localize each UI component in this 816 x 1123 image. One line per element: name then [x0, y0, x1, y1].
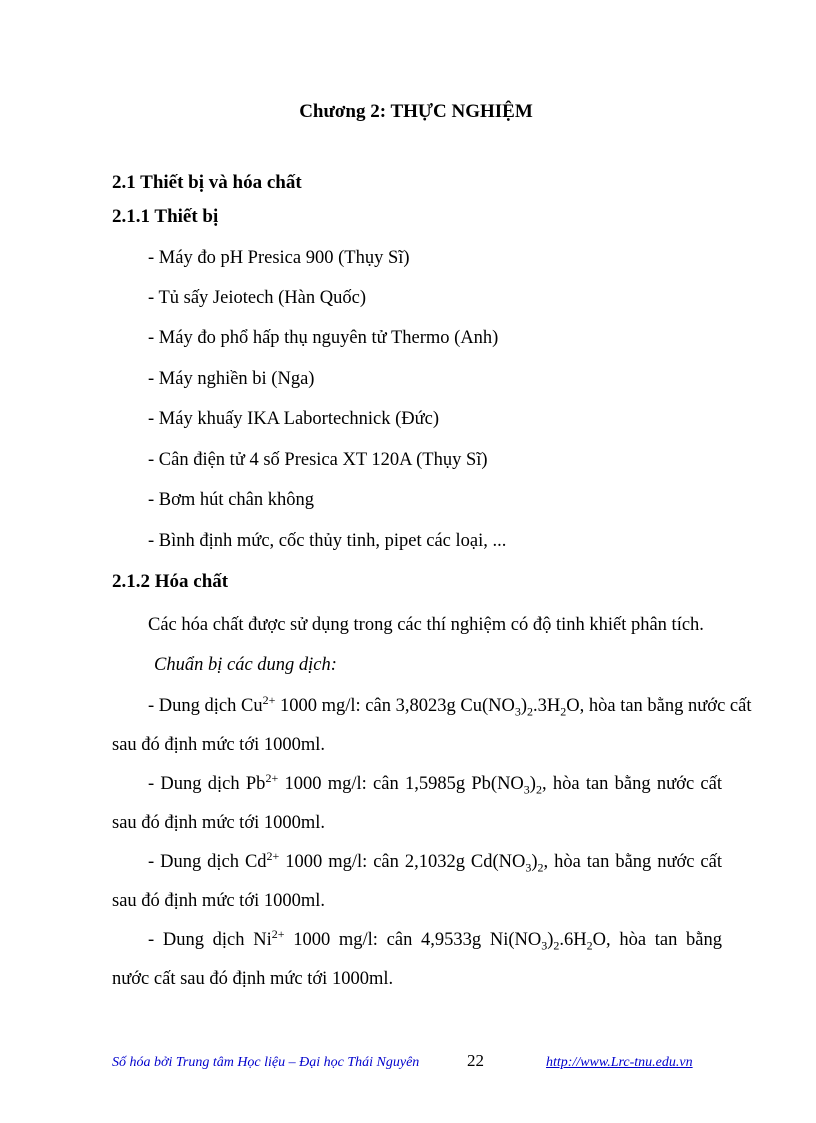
footer-source: Số hóa bởi Trung tâm Học liệu – Đại học Thái Nguyên — [112, 1055, 420, 1070]
solution-pb-continuation: sau đó định mức tới 1000ml. — [112, 813, 326, 833]
solution-text: ) — [547, 930, 554, 950]
solution-text: , hòa tan bằng nước cất — [541, 774, 722, 794]
solution-text: .3H — [533, 696, 561, 716]
solution-text: 1000 mg/l: cân 1,5985g Pb(NO — [278, 774, 524, 794]
section-heading-2-1-2: 2.1.2 Hóa chất — [112, 571, 229, 592]
subscript: 2 — [553, 938, 560, 953]
subscript: 3 — [525, 860, 532, 875]
footer-link[interactable]: http://www.Lrc-tnu.edu.vn — [546, 1055, 693, 1070]
solution-ni-continuation: nước cất sau đó định mức tới 1000ml. — [112, 969, 394, 989]
solution-cu-line — [148, 692, 752, 719]
solution-text: O, hòa tan bằng — [592, 930, 722, 950]
section-heading-2-1: 2.1 Thiết bị và hóa chất — [112, 172, 302, 193]
ion-charge: 2+ — [262, 692, 276, 707]
solution-ni-line — [148, 926, 722, 953]
subscript: 2 — [560, 704, 567, 719]
equipment-item: - Cân điện tử 4 số Presica XT 120A (Thụy Sĩ) — [148, 450, 488, 470]
chapter-title: Chương 2: THỰC NGHIỆM — [299, 101, 533, 122]
solution-text: - Dung dịch Pb — [148, 774, 266, 794]
subscript: 3 — [514, 704, 521, 719]
equipment-item: - Máy đo pH Presica 900 (Thụy Sĩ) — [148, 248, 410, 268]
solution-text: ) — [520, 696, 527, 716]
equipment-item: - Máy đo phổ hấp thụ nguyên tử Thermo (Anh) — [148, 328, 499, 348]
solution-cu-continuation: sau đó định mức tới 1000ml. — [112, 735, 326, 755]
solution-text: 1000 mg/l: cân 3,8023g Cu(NO — [275, 696, 515, 716]
solution-text: ) — [529, 774, 536, 794]
solution-text: 1000 mg/l: cân 2,1032g Cd(NO — [279, 852, 526, 872]
ion-charge: 2+ — [271, 926, 285, 941]
solution-text: , hòa tan bằng nước cất — [543, 852, 722, 872]
page-number: 22 — [467, 1051, 484, 1070]
equipment-item: - Máy khuấy IKA Labortechnick (Đức) — [148, 409, 440, 429]
subscript: 3 — [541, 938, 548, 953]
solution-text: ) — [531, 852, 538, 872]
solution-text: O, hòa tan bằng nước cất — [566, 696, 752, 716]
solution-text: - Dung dịch Ni — [148, 930, 272, 950]
subscript: 2 — [586, 938, 593, 953]
equipment-item: - Tủ sấy Jeiotech (Hàn Quốc) — [148, 288, 366, 308]
subscript: 3 — [523, 782, 530, 797]
solution-text: .6H — [559, 930, 587, 950]
equipment-item: - Bình định mức, cốc thủy tinh, pipet các loại, ... — [148, 531, 507, 551]
solution-text: - Dung dịch Cu — [148, 696, 263, 716]
solutions-heading: Chuẩn bị các dung dịch: — [154, 655, 337, 675]
subscript: 2 — [537, 860, 544, 875]
ion-charge: 2+ — [266, 848, 280, 863]
equipment-item: - Bơm hút chân không — [148, 490, 314, 510]
ion-charge: 2+ — [265, 770, 279, 785]
solution-text: 1000 mg/l: cân 4,9533g Ni(NO — [284, 930, 542, 950]
subscript: 2 — [527, 704, 533, 719]
section-heading-2-1-1: 2.1.1 Thiết bị — [112, 206, 219, 227]
solution-cd-continuation: sau đó định mức tới 1000ml. — [112, 891, 326, 911]
solution-pb-line — [148, 770, 722, 797]
solution-text: - Dung dịch Cd — [148, 852, 267, 872]
subscript: 2 — [535, 782, 542, 797]
equipment-item: - Máy nghiền bi (Nga) — [148, 369, 315, 389]
chemicals-intro: Các hóa chất được sử dụng trong các thí nghiệm có độ tinh khiết phân tích. — [148, 615, 704, 635]
solution-cd-line — [148, 848, 722, 875]
